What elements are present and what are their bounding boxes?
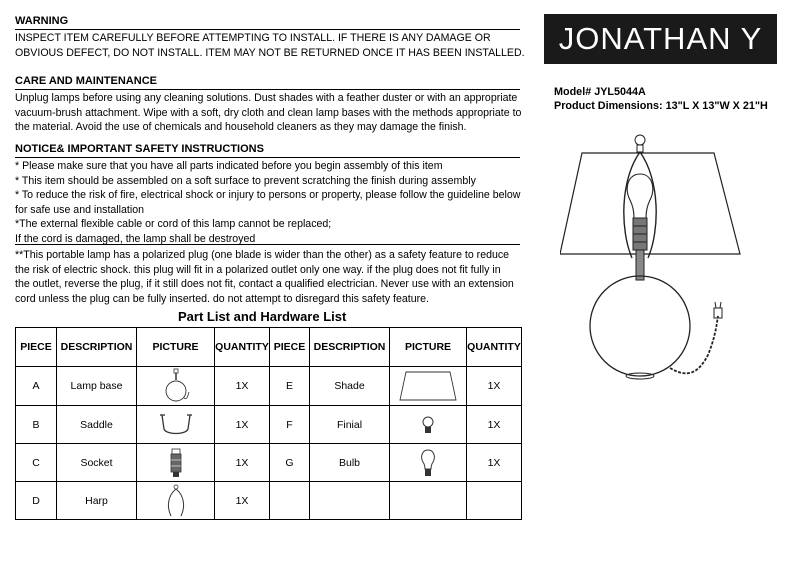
picture-cell	[390, 482, 467, 520]
header-description: DESCRIPTION	[57, 328, 137, 367]
quantity-cell: 1X	[215, 444, 270, 482]
care-section	[15, 75, 520, 135]
header-piece: PIECE	[16, 328, 57, 367]
description-cell: Shade	[310, 367, 390, 406]
notice-body	[15, 159, 520, 246]
notice-line: * To reduce the risk of fire, electrical shock or injury to persons or property, please follow the guideline below	[15, 189, 521, 201]
table-row	[16, 482, 522, 520]
care-body	[15, 91, 520, 135]
model-number: Model# JYL5044A	[554, 86, 646, 98]
polarized-line: the outlet, reverse the plug, if it still does not fit, contact a qualified electrician. Never use with an extension	[15, 278, 514, 290]
shade-icon	[398, 369, 458, 403]
header-piece: PIECE	[270, 328, 310, 367]
piece-cell: F	[270, 406, 310, 444]
notice-line: If the cord is damaged, the lamp shall be destroyed	[15, 232, 256, 245]
harp-icon	[164, 484, 188, 518]
bulb-icon	[419, 448, 437, 478]
care-line: the material. Avoid the use of chemicals and household cleaners as they may damage the finish.	[15, 121, 467, 133]
quantity-cell: 1X	[467, 444, 522, 482]
model-info	[554, 85, 768, 113]
header-quantity: QUANTITY	[215, 328, 270, 367]
quantity-cell	[467, 482, 522, 520]
piece-cell: G	[270, 444, 310, 482]
picture-cell	[137, 367, 215, 406]
lamp-illustration	[560, 130, 760, 395]
warning-body	[15, 31, 525, 60]
description-cell: Bulb	[310, 444, 390, 482]
picture-cell	[137, 482, 215, 520]
picture-cell	[390, 367, 467, 406]
polarized-line: **This portable lamp has a polarized plug (one blade is wider than the other) as a safety feature to reduce	[15, 249, 510, 261]
piece-cell	[270, 482, 310, 520]
description-cell: Harp	[57, 482, 137, 520]
header-quantity: QUANTITY	[467, 328, 522, 367]
notice-line: * Please make sure that you have all parts indicated before you begin assembly of this item	[15, 160, 443, 172]
description-cell	[310, 482, 390, 520]
polarized-line: cord unless the plug can be fully inserted. do not attempt to disregard this safety feature.	[15, 292, 429, 305]
parts-table	[15, 327, 522, 520]
warning-line: OBVIOUS DEFECT, DO NOT INSTALL. ITEM MAY NOT BE RETURNED ONCE IT HAS BEEN INSTALLED.	[15, 46, 525, 59]
header-description: DESCRIPTION	[310, 328, 390, 367]
notice-title: NOTICE& IMPORTANT SAFETY INSTRUCTIONS	[15, 143, 520, 158]
quantity-cell: 1X	[215, 367, 270, 406]
picture-cell	[137, 444, 215, 482]
notice-line: *The external flexible cable or cord of this lamp cannot be replaced;	[15, 218, 332, 230]
care-line: Unplug lamps before using any cleaning solutions. Dust shades with a feather duster or with an appropriate	[15, 92, 518, 104]
brand-logo: JONATHAN Y	[544, 14, 777, 64]
piece-cell: A	[16, 367, 57, 406]
product-dimensions: Product Dimensions: 13"L X 13"W X 21"H	[554, 100, 768, 112]
piece-cell: B	[16, 406, 57, 444]
description-cell: Socket	[57, 444, 137, 482]
table-header-row	[16, 328, 522, 367]
quantity-cell: 1X	[467, 367, 522, 406]
table-row	[16, 406, 522, 444]
quantity-cell: 1X	[467, 406, 522, 444]
parts-list-title: Part List and Hardware List	[178, 309, 347, 324]
polarized-line: the risk of electric shock. this plug will fit in a polarized outlet only one way. if the plug does not fit fully in	[15, 263, 501, 276]
finial-icon	[420, 415, 436, 435]
warning-section	[15, 15, 525, 60]
polarized-plug-notice	[15, 244, 520, 306]
warning-title: WARNING	[15, 15, 520, 30]
picture-cell	[137, 406, 215, 444]
socket-icon	[169, 448, 183, 478]
quantity-cell: 1X	[215, 482, 270, 520]
notice-line: * This item should be assembled on a soft surface to prevent scratching the finish during assembly	[15, 174, 476, 187]
description-cell: Saddle	[57, 406, 137, 444]
description-cell: Finial	[310, 406, 390, 444]
header-picture: PICTURE	[137, 328, 215, 367]
table-row	[16, 444, 522, 482]
piece-cell: D	[16, 482, 57, 520]
notice-line: for safe use and installation	[15, 203, 144, 216]
care-title: CARE AND MAINTENANCE	[15, 75, 520, 90]
notice-section	[15, 143, 520, 246]
header-picture: PICTURE	[390, 328, 467, 367]
description-cell: Lamp base	[57, 367, 137, 406]
picture-cell	[390, 444, 467, 482]
piece-cell: C	[16, 444, 57, 482]
piece-cell: E	[270, 367, 310, 406]
warning-line: INSPECT ITEM CAREFULLY BEFORE ATTEMPTING TO INSTALL. IF THERE IS ANY DAMAGE OR	[15, 32, 491, 44]
lamp-base-icon	[161, 368, 191, 404]
quantity-cell: 1X	[215, 406, 270, 444]
table-row	[16, 367, 522, 406]
picture-cell	[390, 406, 467, 444]
saddle-icon	[158, 413, 194, 437]
care-line: vacuum-brush attachment. Wipe with a soft, dry cloth and clean lamp bases with the methods appropriate to	[15, 106, 522, 119]
